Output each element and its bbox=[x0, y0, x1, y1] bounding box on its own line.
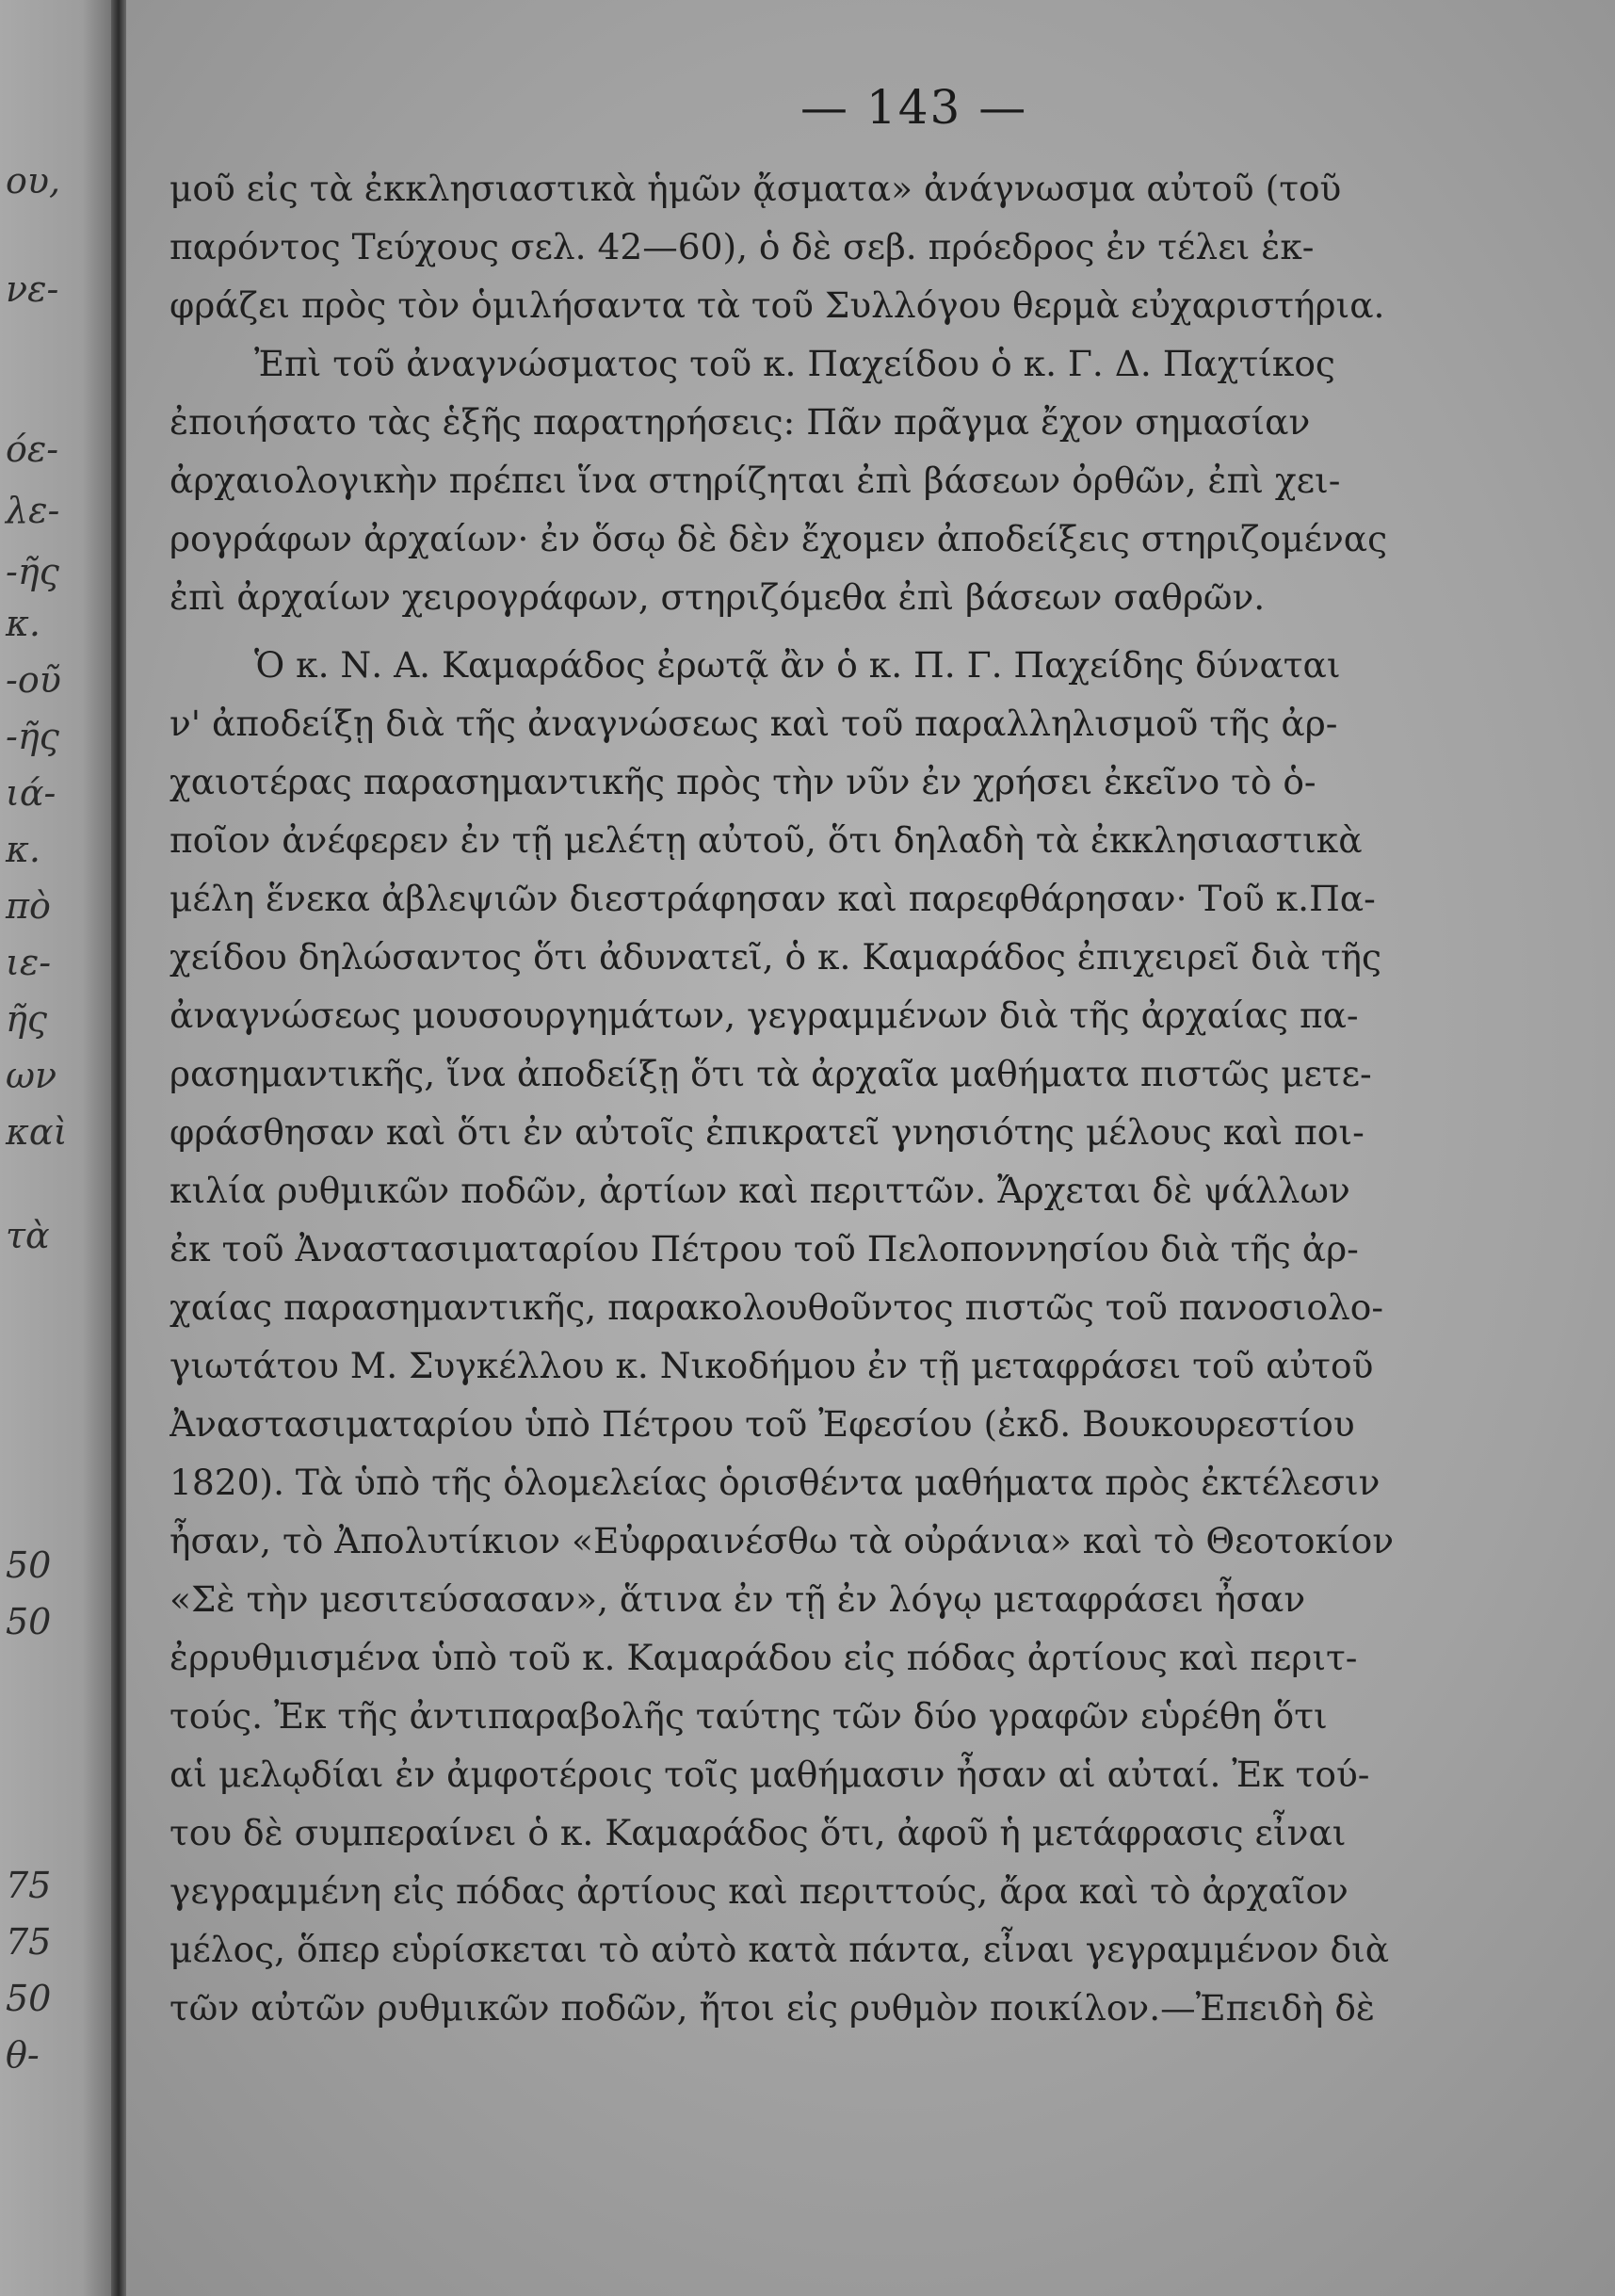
text-line: γιωτάτου Μ. Συγκέλλου κ. Νικοδήμου ἐν τῇ μεταφράσει τοῦ αὐτοῦ bbox=[170, 1345, 1374, 1386]
margin-fragment: νε- bbox=[6, 268, 59, 310]
text-line: τῶν αὐτῶν ρυθμικῶν ποδῶν, ἤτοι εἰς ρυθμὸν ποικίλον.—Ἐπειδὴ δὲ bbox=[170, 1987, 1376, 2029]
margin-fragment: θ- bbox=[6, 2034, 40, 2076]
margin-fragment: λε- bbox=[6, 490, 60, 531]
margin-fragment: 50 bbox=[6, 1601, 52, 1642]
text-line: μοῦ εἰς τὰ ἐκκλησιαστικὰ ἡμῶν ᾄσματα» ἀνάγνωσμα αὐτοῦ (τοῦ bbox=[170, 168, 1342, 209]
margin-fragment: καὶ bbox=[6, 1111, 68, 1153]
margin-fragment: -οῦ bbox=[6, 659, 61, 701]
text-line: παρόντος Τεύχους σελ. 42—60), ὁ δὲ σεβ. πρόεδρος ἐν τέλει ἐκ- bbox=[170, 226, 1315, 267]
margin-fragment: ῆς bbox=[6, 998, 48, 1040]
text-line: κιλία ρυθμικῶν ποδῶν, ἀρτίων καὶ περιττῶν. Ἄρχεται δὲ ψάλλων bbox=[170, 1170, 1350, 1211]
text-line: ἀναγνώσεως μουσουργημάτων, γεγραμμένων διὰ τῆς ἀρχαίας πα- bbox=[170, 994, 1359, 1036]
text-line: Ἐπὶ τοῦ ἀναγνώσματος τοῦ κ. Παχείδου ὁ κ. Γ. Δ. Παχτίκος bbox=[254, 343, 1335, 384]
text-line: ν' ἀποδείξῃ διὰ τῆς ἀναγνώσεως καὶ τοῦ παραλληλισμοῦ τῆς ἀρ- bbox=[170, 703, 1338, 744]
text-line: ποῖον ἀνέφερεν ἐν τῇ μελέτῃ αὐτοῦ, ὅτι δηλαδὴ τὰ ἐκκλησιαστικὰ bbox=[170, 819, 1363, 861]
margin-fragment: πὸ bbox=[6, 885, 51, 927]
text-line: ρασημαντικῆς, ἵνα ἀποδείξῃ ὅτι τὰ ἀρχαῖα μαθήματα πιστῶς μετε- bbox=[170, 1053, 1372, 1094]
text-line: «Σὲ τὴν μεσιτεύσασαν», ἅτινα ἐν τῇ ἐν λόγῳ μεταφράσει ἦσαν bbox=[170, 1578, 1306, 1620]
text-line: 1820). Τὰ ὑπὸ τῆς ὁλομελείας ὁρισθέντα μαθήματα πρὸς ἐκτέλεσιν bbox=[170, 1462, 1381, 1503]
text-line: τούς. Ἐκ τῆς ἀντιπαραβολῆς ταύτης τῶν δύο γραφῶν εὑρέθη ὅτι bbox=[170, 1695, 1328, 1737]
margin-fragment: 50 bbox=[6, 1978, 52, 2019]
margin-fragment: 75 bbox=[6, 1921, 52, 1963]
margin-fragment: όε- bbox=[6, 428, 59, 470]
text-line: χαίας παρασημαντικῆς, παρακολουθοῦντος πιστῶς τοῦ πανοσιολο- bbox=[170, 1286, 1384, 1328]
text-line: αἱ μελῳδίαι ἐν ἀμφοτέροις τοῖς μαθήμασιν ἦσαν αἱ αὐταί. Ἐκ τού- bbox=[170, 1754, 1370, 1795]
book-spine bbox=[111, 0, 126, 2296]
text-line: χείδου δηλώσαντος ὅτι ἀδυνατεῖ, ὁ κ. Καμαράδος ἐπιχειρεῖ διὰ τῆς bbox=[170, 936, 1381, 978]
text-line: ἐρρυθμισμένα ὑπὸ τοῦ κ. Καμαράδου εἰς πόδας ἀρτίους καὶ περιτ- bbox=[170, 1637, 1358, 1678]
text-line: μέλος, ὅπερ εὑρίσκεται τὸ αὐτὸ κατὰ πάντα, εἶναι γεγραμμένον διὰ bbox=[170, 1929, 1390, 1970]
left-margin-fragments bbox=[0, 0, 104, 2296]
text-line: ἐπὶ ἀρχαίων χειρογράφων, στηριζόμεθα ἐπὶ βάσεων σαθρῶν. bbox=[170, 576, 1266, 618]
text-line: του δὲ συμπεραίνει ὁ κ. Καμαράδος ὅτι, ἀφοῦ ἡ μετάφρασις εἶναι bbox=[170, 1812, 1347, 1853]
page-number: — 143 — bbox=[800, 80, 1028, 135]
margin-fragment: 50 bbox=[6, 1544, 52, 1586]
margin-fragment: ων bbox=[6, 1055, 57, 1096]
text-line: χαιοτέρας παρασημαντικῆς πρὸς τὴν νῦν ἐν χρήσει ἐκεῖνο τὸ ὁ- bbox=[170, 761, 1316, 802]
margin-fragment: ου, bbox=[6, 160, 61, 202]
text-line: ἐκ τοῦ Ἀναστασιματαρίου Πέτρου τοῦ Πελοποννησίου διὰ τῆς ἀρ- bbox=[170, 1228, 1359, 1269]
text-line: μέλη ἕνεκα ἀβλεψιῶν διεστράφησαν καὶ παρεφθάρησαν· Τοῦ κ.Πα- bbox=[170, 878, 1376, 919]
margin-fragment: τὰ bbox=[6, 1215, 50, 1256]
text-line: ρογράφων ἀρχαίων· ἐν ὅσῳ δὲ δὲν ἔχομεν ἀποδείξεις στηριζομένας bbox=[170, 518, 1388, 559]
margin-fragment: -ῆς bbox=[6, 716, 59, 757]
text-line: φράσθησαν καὶ ὅτι ἐν αὐτοῖς ἐπικρατεῖ γνησιότης μέλους καὶ ποι- bbox=[170, 1111, 1365, 1153]
margin-fragment: κ. bbox=[6, 603, 40, 644]
text-line: Ἀναστασιματαρίου ὑπὸ Πέτρου τοῦ Ἐφεσίου (ἐκδ. Βουκουρεστίου bbox=[170, 1403, 1355, 1445]
text-line: Ὁ κ. Ν. Α. Καμαράδος ἐρωτᾷ ἂν ὁ κ. Π. Γ. Παχείδης δύναται bbox=[254, 644, 1341, 686]
text-line: ἦσαν, τὸ Ἀπολυτίκιον «Εὐφραινέσθω τὰ οὐράνια» καὶ τὸ Θεοτοκίον bbox=[170, 1520, 1394, 1561]
book-page bbox=[141, 0, 1591, 2296]
margin-fragment: κ. bbox=[6, 829, 40, 870]
margin-fragment: ιε- bbox=[6, 942, 52, 983]
text-line: ἐποιήσατο τὰς ἑξῆς παρατηρήσεις: Πᾶν πρᾶγμα ἔχον σημασίαν bbox=[170, 401, 1311, 443]
text-line: γεγραμμένη εἰς πόδας ἀρτίους καὶ περιττούς, ἄρα καὶ τὸ ἀρχαῖον bbox=[170, 1870, 1349, 1912]
text-line: φράζει πρὸς τὸν ὁμιλήσαντα τὰ τοῦ Συλλόγου θερμὰ εὐχαριστήρια. bbox=[170, 284, 1385, 326]
margin-fragment: -ῆς bbox=[6, 551, 59, 592]
margin-fragment: 75 bbox=[6, 1865, 52, 1906]
margin-fragment: ιά- bbox=[6, 772, 57, 814]
text-line: ἀρχαιολογικὴν πρέπει ἵνα στηρίζηται ἐπὶ βάσεων ὀρθῶν, ἐπὶ χει- bbox=[170, 460, 1341, 501]
